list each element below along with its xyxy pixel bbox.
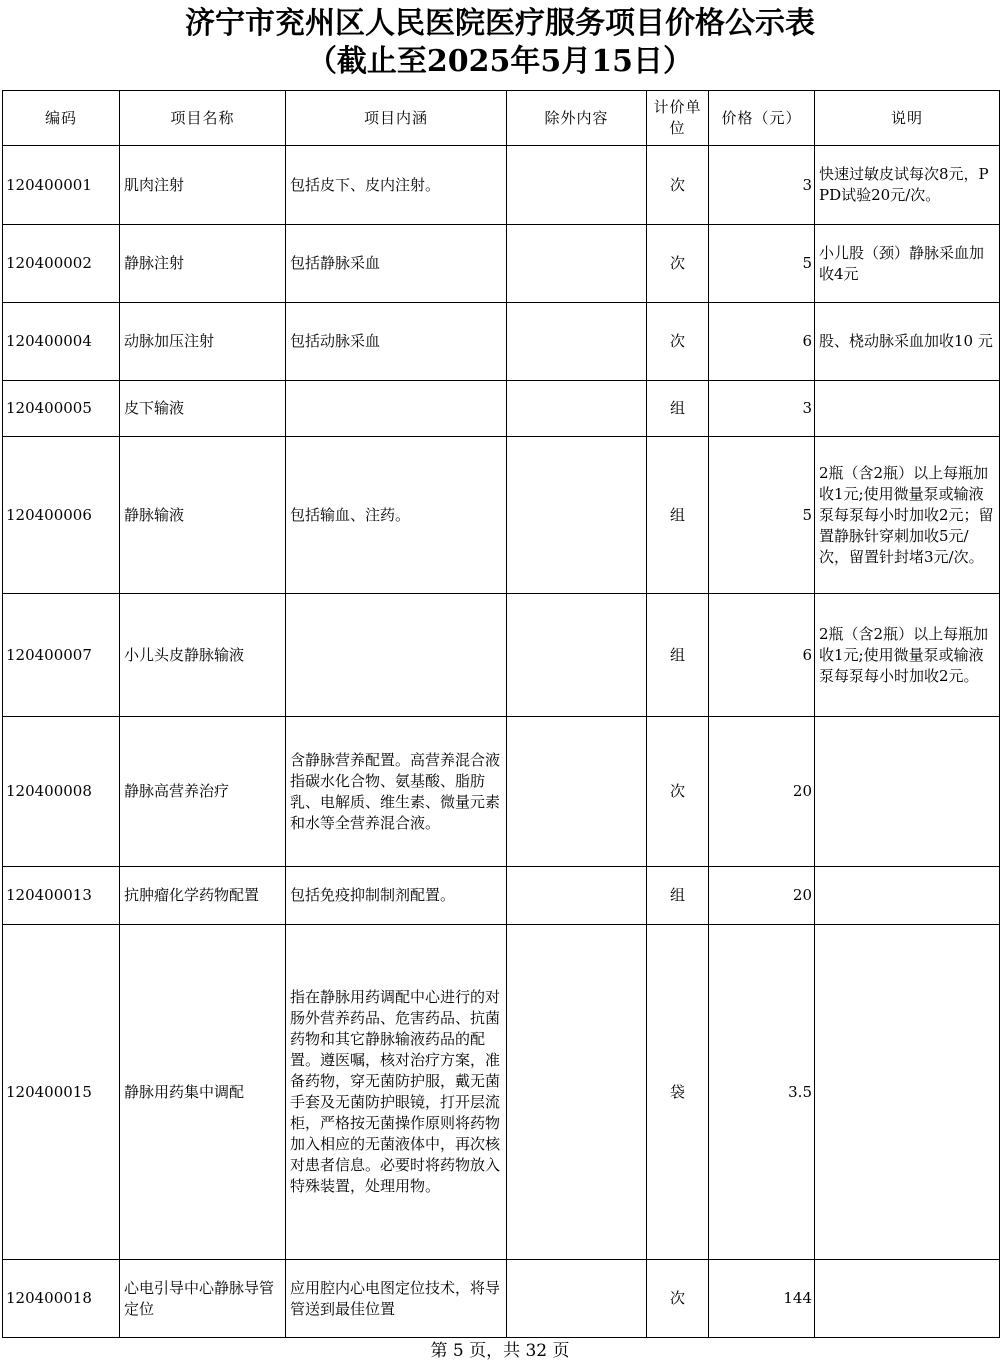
cell-code: 120400005	[3, 381, 120, 437]
cell-content: 包括免疫抑制制剂配置。	[286, 867, 507, 925]
header-content: 项目内涵	[286, 91, 507, 146]
cell-content: 包括动脉采血	[286, 303, 507, 381]
table-row	[3, 146, 1000, 225]
header-price: 价格（元）	[709, 91, 815, 146]
cell-excluded	[507, 1260, 647, 1338]
cell-content: 指在静脉用药调配中心进行的对肠外营养药品、危害药品、抗菌药物和其它静脉输液药品的配置。遵医嘱，核对治疗方案，准备药物，穿无菌防护服，戴无菌手套及无菌防护眼镜，打开层流柜，严格按无菌操作原则将药物加入相应的无菌液体中，再次核对患者信息。必要时将药物放入特殊装置，处理用物。	[286, 925, 507, 1260]
cell-content: 包括输血、注药。	[286, 437, 507, 594]
header-unit: 计价单位	[647, 91, 709, 146]
cell-unit: 组	[647, 437, 709, 594]
header-code: 编码	[3, 91, 120, 146]
cell-content	[286, 594, 507, 717]
cell-unit: 次	[647, 303, 709, 381]
cell-content: 包括静脉采血	[286, 225, 507, 303]
cell-excluded	[507, 303, 647, 381]
cell-unit: 组	[647, 594, 709, 717]
cell-price: 3	[709, 381, 815, 437]
cell-excluded	[507, 225, 647, 303]
table-row	[3, 925, 1000, 1260]
cell-code: 120400015	[3, 925, 120, 1260]
cell-unit: 次	[647, 225, 709, 303]
document-title: 济宁市兖州区人民医院医疗服务项目价格公示表	[185, 6, 815, 41]
cell-note	[815, 1260, 1000, 1338]
cell-note: 快速过敏皮试每次8元，PPD试验20元/次。	[815, 146, 1000, 225]
cell-name: 皮下输液	[120, 381, 286, 437]
cell-code: 120400004	[3, 303, 120, 381]
cell-content: 包括皮下、皮内注射。	[286, 146, 507, 225]
cell-unit: 袋	[647, 925, 709, 1260]
cell-excluded	[507, 594, 647, 717]
cell-note	[815, 381, 1000, 437]
cell-name: 静脉用药集中调配	[120, 925, 286, 1260]
cell-note: 2瓶（含2瓶）以上每瓶加收1元;使用微量泵或输液泵每泵每小时加收2元。	[815, 594, 1000, 717]
cell-content: 含静脉营养配置。高营养混合液指碳水化合物、氨基酸、脂肪乳、电解质、维生素、微量元素和水等全营养混合液。	[286, 717, 507, 867]
cell-excluded	[507, 437, 647, 594]
table-row	[3, 867, 1000, 925]
cell-name: 肌肉注射	[120, 146, 286, 225]
table-row	[3, 1260, 1000, 1338]
cell-price: 3.5	[709, 925, 815, 1260]
cell-unit: 次	[647, 146, 709, 225]
cell-excluded	[507, 867, 647, 925]
cell-price: 6	[709, 303, 815, 381]
cell-code: 120400002	[3, 225, 120, 303]
cell-name: 静脉高营养治疗	[120, 717, 286, 867]
price-table	[2, 90, 1000, 1338]
cell-code: 120400013	[3, 867, 120, 925]
cell-excluded	[507, 717, 647, 867]
cell-excluded	[507, 146, 647, 225]
cell-note	[815, 925, 1000, 1260]
cell-price: 20	[709, 867, 815, 925]
cell-name: 动脉加压注射	[120, 303, 286, 381]
cell-name: 心电引导中心静脉导管定位	[120, 1260, 286, 1338]
cell-excluded	[507, 381, 647, 437]
cell-name: 小儿头皮静脉输液	[120, 594, 286, 717]
cell-price: 5	[709, 225, 815, 303]
page-number: 第 5 页，共 32 页	[430, 1341, 570, 1361]
cell-excluded	[507, 925, 647, 1260]
cell-note: 股、桡动脉采血加收10 元	[815, 303, 1000, 381]
cell-code: 120400018	[3, 1260, 120, 1338]
cell-name: 抗肿瘤化学药物配置	[120, 867, 286, 925]
table-row	[3, 381, 1000, 437]
cell-unit: 组	[647, 381, 709, 437]
cell-price: 20	[709, 717, 815, 867]
cell-note	[815, 717, 1000, 867]
cell-note	[815, 867, 1000, 925]
document-subtitle-date: （截止至2025年5月15日）	[306, 44, 694, 79]
cell-note: 小儿股（颈）静脉采血加收4元	[815, 225, 1000, 303]
header-note: 说明	[815, 91, 1000, 146]
table-row	[3, 303, 1000, 381]
cell-price: 3	[709, 146, 815, 225]
cell-price: 6	[709, 594, 815, 717]
cell-price: 144	[709, 1260, 815, 1338]
cell-price: 5	[709, 437, 815, 594]
cell-unit: 次	[647, 1260, 709, 1338]
cell-code: 120400001	[3, 146, 120, 225]
cell-name: 静脉输液	[120, 437, 286, 594]
table-row	[3, 437, 1000, 594]
table-row	[3, 225, 1000, 303]
table-header-row	[3, 91, 1000, 146]
cell-code: 120400006	[3, 437, 120, 594]
cell-unit: 组	[647, 867, 709, 925]
cell-name: 静脉注射	[120, 225, 286, 303]
cell-note: 2瓶（含2瓶）以上每瓶加收1元;使用微量泵或输液泵每泵每小时加收2元；留置静脉针穿刺加收5元/次，留置针封堵3元/次。	[815, 437, 1000, 594]
cell-code: 120400008	[3, 717, 120, 867]
cell-unit: 次	[647, 717, 709, 867]
cell-code: 120400007	[3, 594, 120, 717]
header-name: 项目名称	[120, 91, 286, 146]
table-row	[3, 717, 1000, 867]
table-row	[3, 594, 1000, 717]
cell-content: 应用腔内心电图定位技术，将导管送到最佳位置	[286, 1260, 507, 1338]
header-excluded: 除外内容	[507, 91, 647, 146]
cell-content	[286, 381, 507, 437]
